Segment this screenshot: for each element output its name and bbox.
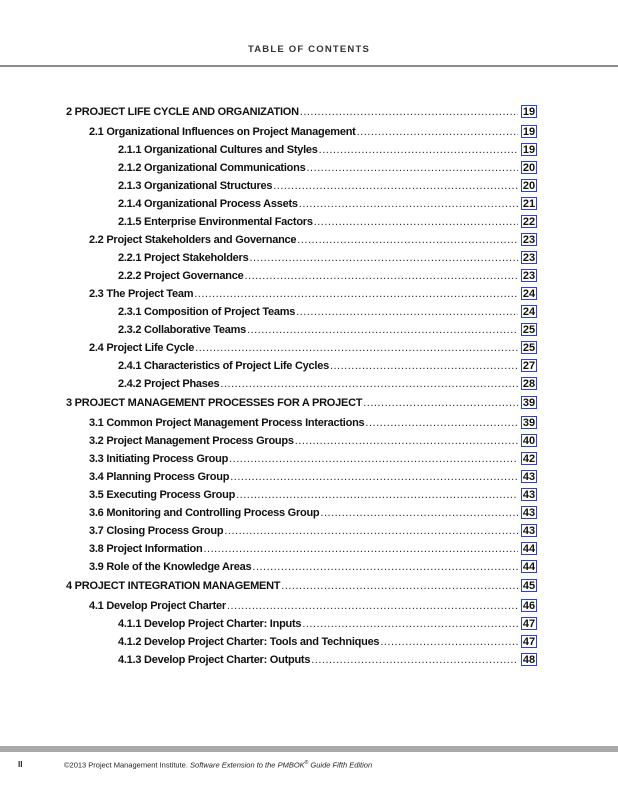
toc-entry-label[interactable]: 2.1.3 Organizational Structures (118, 179, 273, 192)
toc-page-link[interactable]: 43 (522, 524, 536, 537)
dot-leader (194, 288, 518, 300)
footer-copyright-prefix: ©2013 Project Management Institute. (64, 760, 191, 770)
footer-divider (0, 746, 618, 752)
dot-leader (302, 618, 518, 630)
toc-entry-label[interactable]: 3.2 Project Management Process Groups (89, 434, 294, 447)
toc-entry-label[interactable]: 2.4.1 Characteristics of Project Life Cycles (118, 359, 329, 372)
toc-subsection-row[interactable] (118, 652, 537, 666)
dot-leader (195, 342, 518, 354)
dot-leader (320, 507, 518, 519)
toc-page-link[interactable]: 23 (522, 251, 536, 264)
toc-entry-label[interactable]: 2.2.1 Project Stakeholders (118, 251, 249, 264)
toc-subsection-row[interactable] (118, 358, 537, 372)
toc-subsection-row[interactable] (118, 376, 537, 390)
toc-subsection-row[interactable] (118, 178, 537, 192)
toc-page-link[interactable]: 40 (522, 434, 536, 447)
toc-entry-label[interactable]: 4.1 Develop Project Charter (89, 599, 226, 612)
toc-subsection-row[interactable] (118, 616, 537, 630)
toc-page-link[interactable]: 28 (522, 377, 536, 390)
toc-section-row[interactable] (89, 286, 537, 300)
toc-page-link[interactable]: 47 (522, 617, 536, 630)
toc-page-link[interactable]: 43 (522, 470, 536, 483)
dot-leader (247, 324, 518, 336)
toc-entry-label[interactable]: 3.7 Closing Process Group (89, 524, 224, 537)
toc-subsection-row[interactable] (118, 214, 537, 228)
toc-section-row[interactable] (89, 232, 537, 246)
dot-leader (281, 580, 518, 592)
toc-chapter-row[interactable] (66, 104, 537, 118)
toc-page-link[interactable]: 48 (522, 653, 536, 666)
toc-entry-label[interactable]: 3.3 Initiating Process Group (89, 452, 229, 465)
toc-page-link[interactable]: 43 (522, 488, 536, 501)
toc-page-link[interactable]: 23 (522, 269, 536, 282)
toc-entry-label[interactable]: 3 PROJECT MANAGEMENT PROCESSES FOR A PROJECT (66, 397, 363, 409)
toc-page-link[interactable]: 19 (522, 143, 536, 156)
dot-leader (249, 252, 518, 264)
toc-page-link[interactable]: 20 (522, 161, 536, 174)
dot-leader (227, 600, 518, 612)
dot-leader (363, 397, 518, 409)
toc-entry-label[interactable]: 2.1.4 Organizational Process Assets (118, 197, 298, 210)
toc-page-link[interactable]: 43 (522, 506, 536, 519)
dot-leader (252, 561, 518, 573)
header-divider (0, 65, 618, 67)
toc-entry-label[interactable]: 2.3.1 Composition of Project Teams (118, 305, 296, 318)
dot-leader (295, 435, 518, 447)
toc-subsection-row[interactable] (118, 322, 537, 336)
toc-entry-label[interactable]: 2.3.2 Collaborative Teams (118, 323, 247, 336)
toc-section-row[interactable] (89, 559, 537, 573)
toc-subsection-row[interactable] (118, 142, 537, 156)
toc-page-link[interactable]: 24 (522, 287, 536, 300)
toc-entry-label[interactable]: 4.1.2 Develop Project Charter: Tools and Techniques (118, 635, 380, 648)
toc-chapter-row[interactable] (66, 395, 537, 409)
toc-section-row[interactable] (89, 523, 537, 537)
toc-section-row[interactable] (89, 451, 537, 465)
toc-section-row[interactable] (89, 541, 537, 555)
toc-page-link[interactable]: 25 (522, 341, 536, 354)
toc-entry-label[interactable]: 2.1 Organizational Influences on Project Management (89, 125, 356, 138)
toc-page-link[interactable]: 23 (522, 233, 536, 246)
toc-subsection-row[interactable] (118, 196, 537, 210)
dot-leader (311, 654, 518, 666)
toc-entry-label[interactable]: 2.2 Project Stakeholders and Governance (89, 233, 297, 246)
dot-leader (297, 234, 518, 246)
toc-page-link[interactable]: 25 (522, 323, 536, 336)
toc-entry-label[interactable]: 2.1.1 Organizational Cultures and Styles (118, 143, 318, 156)
toc-section-row[interactable] (89, 124, 537, 138)
toc-section-row[interactable] (89, 505, 537, 519)
footer-book-title: Software Extension to the PMBOK (190, 760, 305, 770)
toc-entry-label[interactable]: 4.1.1 Develop Project Charter: Inputs (118, 617, 302, 630)
toc-section-row[interactable] (89, 415, 537, 429)
toc-entry-label[interactable]: 2.4 Project Life Cycle (89, 341, 195, 354)
toc-entry-label[interactable]: 2 PROJECT LIFE CYCLE AND ORGANIZATION (66, 106, 299, 118)
dot-leader (380, 636, 518, 648)
dot-leader (300, 106, 518, 118)
toc-page-link[interactable]: 45 (522, 580, 536, 592)
toc-subsection-row[interactable] (118, 250, 537, 264)
dot-leader (314, 216, 518, 228)
dot-leader (236, 489, 518, 501)
dot-leader (244, 270, 518, 282)
toc-entry-label[interactable]: 3.1 Common Project Management Process Interactions (89, 416, 365, 429)
toc-entry-label[interactable]: 4.1.3 Develop Project Charter: Outputs (118, 653, 311, 666)
toc-page-link[interactable]: 44 (522, 560, 536, 573)
toc-entry-label[interactable]: 4 PROJECT INTEGRATION MANAGEMENT (66, 580, 281, 592)
toc-entry-label[interactable]: 3.4 Planning Process Group (89, 470, 230, 483)
toc-chapter-row[interactable] (66, 578, 537, 592)
toc-entry-label[interactable]: 3.6 Monitoring and Controlling Process Group (89, 506, 320, 519)
toc-subsection-row[interactable] (118, 268, 537, 282)
dot-leader (330, 360, 518, 372)
footer-edition: Guide Fifth Edition (308, 760, 373, 770)
dot-leader (306, 162, 518, 174)
toc-page-link[interactable]: 24 (522, 305, 536, 318)
dot-leader (357, 126, 518, 138)
footer-page-number: II (18, 760, 23, 769)
footer-copyright (64, 760, 372, 770)
toc-entry-label[interactable]: 3.8 Project Information (89, 542, 203, 555)
toc-page-link[interactable]: 42 (522, 452, 536, 465)
toc-page-link[interactable]: 21 (522, 197, 536, 210)
toc-page-link[interactable]: 46 (522, 599, 536, 612)
dot-leader (296, 306, 518, 318)
toc-entry-label[interactable]: 3.5 Executing Process Group (89, 488, 236, 501)
toc-page-link[interactable]: 19 (522, 125, 536, 138)
toc-entry-label[interactable]: 3.9 Role of the Knowledge Areas (89, 560, 252, 573)
toc-subsection-row[interactable] (118, 160, 537, 174)
dot-leader (229, 453, 518, 465)
dot-leader (273, 180, 518, 192)
toc-section-row[interactable] (89, 598, 537, 612)
toc-page-link[interactable]: 39 (522, 397, 536, 409)
dot-leader (299, 198, 518, 210)
toc-entry-label[interactable]: 2.3 The Project Team (89, 287, 194, 300)
toc-page-link[interactable]: 22 (522, 215, 536, 228)
toc-page-link[interactable]: 47 (522, 635, 536, 648)
dot-leader (203, 543, 518, 555)
toc-page-link[interactable]: 39 (522, 416, 536, 429)
dot-leader (319, 144, 518, 156)
dot-leader (224, 525, 518, 537)
toc-entry-label[interactable]: 2.1.5 Enterprise Environmental Factors (118, 215, 313, 228)
toc-entry-label[interactable]: 2.4.2 Project Phases (118, 377, 220, 390)
toc-entry-label[interactable]: 2.1.2 Organizational Communications (118, 161, 306, 174)
toc-page-link[interactable]: 20 (522, 179, 536, 192)
dot-leader (220, 378, 518, 390)
toc-page-link[interactable]: 19 (522, 106, 536, 118)
toc-subsection-row[interactable] (118, 634, 537, 648)
toc-section-row[interactable] (89, 433, 537, 447)
toc-page-link[interactable]: 44 (522, 542, 536, 555)
toc-page-link[interactable]: 27 (522, 359, 536, 372)
page-header-title: TABLE OF CONTENTS (247, 44, 371, 55)
footer-registered-mark: ® (304, 760, 309, 766)
dot-leader (230, 471, 518, 483)
toc-entry-label[interactable]: 2.2.2 Project Governance (118, 269, 244, 282)
toc-section-row[interactable] (89, 340, 537, 354)
toc-section-row[interactable] (89, 469, 537, 483)
toc-subsection-row[interactable] (118, 304, 537, 318)
dot-leader (365, 417, 518, 429)
toc-section-row[interactable] (89, 487, 537, 501)
